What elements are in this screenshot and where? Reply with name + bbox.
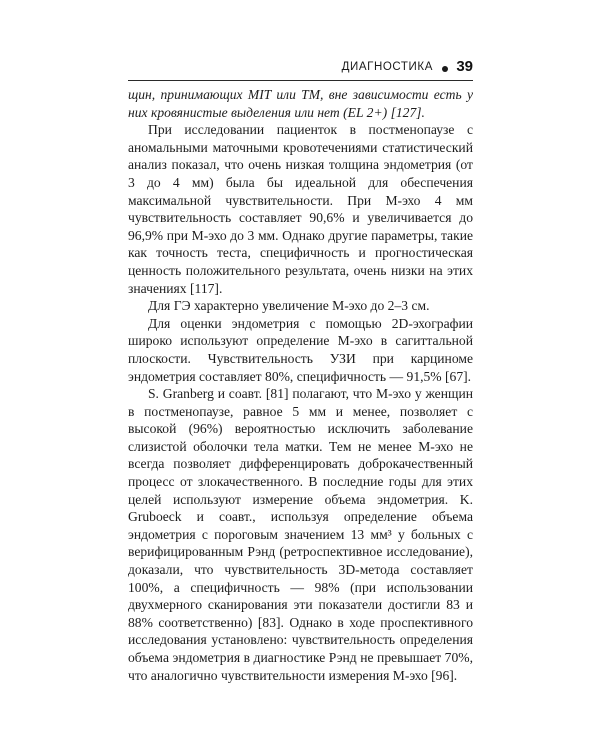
header-rule [128, 80, 473, 81]
page-body [128, 86, 473, 684]
paragraph: Для ГЭ характерно увеличение М-эхо до 2–3 см. [148, 298, 430, 314]
running-header [128, 60, 473, 78]
bullet-separator-icon [442, 66, 448, 72]
paragraph-continuation: щин, принимающих MIT или TM, вне зависимости есть у них кровянистые выделения или нет (EL 2+) [127]. [128, 87, 473, 120]
paragraph: Для оценки эндометрия с помощью 2D-эхографии широко используют определение М-эхо в сагиттальной плоскости. Чувствительность УЗИ при карциноме эндометрия составляет 80%, специфичность — 91,5% [67]. [128, 315, 473, 384]
paragraph: S. Granberg и соавт. [81] полагают, что М-эхо у женщин в постменопаузе, равное 5 мм и менее, позволяет с высокой (96%) вероятностью исключить заболевание слизистой оболочки тела матки. Тем не менее М-эхо не всегда позволяет дифференцировать доброкачественный процесс от злокачественного. В последние годы для этих целей используют измерение объема эндометрия. K. Gruboeck и соавт., используя определение объема эндометрия с пороговым значением 13 мм³ у больных с верифицированным Рэнд (ретроспективное исследование), доказали, что чувствительность 3D-метода составляет 100%, а специфичность — 98% (при использовании двухмерного сканирования эти показатели достигли 83 и 88% соответственно) [83]. Однако в ходе проспективного исследования установлено: чувствительность определения объема эндометрия в диагностике Рэнд не превышает 70%, что аналогично чувствительности измерения М-эхо [96]. [128, 386, 473, 683]
paragraph: При исследовании пациенток в постменопаузе с аномальными маточными кровотечениями статистический анализ показал, что очень низкая толщина эндометрия (от 3 до 4 мм) была бы идеальной для обеспечения максимальной чувствительности. При М-эхо 4 мм чувствительность составляет 90,6% и увеличивается до 96,9% при М-эхо до 3 мм. Однако другие параметры, такие как точность теста, специфичность и прогностическая ценность положительного результата, очень низки на этих значениях [117]. [128, 122, 473, 296]
running-title: ДИАГНОСТИКА [341, 61, 433, 73]
page-number: 39 [456, 58, 473, 75]
